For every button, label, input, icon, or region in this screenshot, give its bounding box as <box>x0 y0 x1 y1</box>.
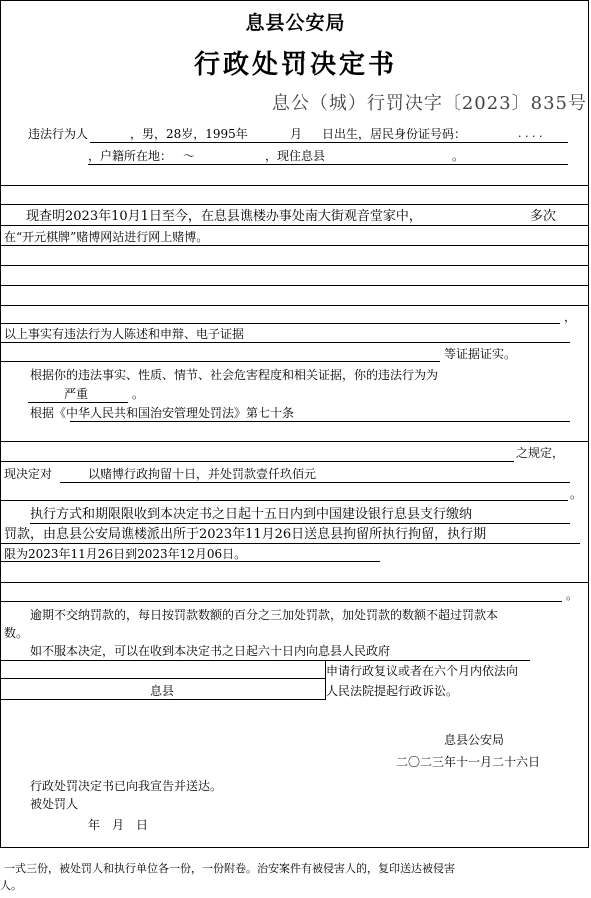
severity-value: 严重 <box>64 387 89 401</box>
execution-line-3: 限为2023年11月26日到2023年12月06日。 <box>4 547 247 561</box>
punished-person-label: 被处罚人 <box>30 797 79 811</box>
underline <box>0 561 380 562</box>
underline <box>70 421 570 422</box>
document-number: 息公（城）行罚决字〔2023〕835号 <box>271 93 587 114</box>
blank-line <box>0 582 589 583</box>
execution-period: 。 <box>566 588 579 602</box>
underline <box>28 402 128 403</box>
notice-line-5: 人民法院提起行政诉讼。 <box>326 684 459 698</box>
notice-line-4: 申请行政复议或者在六个月内依法向 <box>326 664 519 678</box>
offender-gender-age: ，男，28岁，1995年 <box>130 127 248 141</box>
evidence-line-3: 根据你的违法事实、性质、情节、社会危害程度和相关证据，你的违法行为为 <box>30 368 439 382</box>
footer-note-line-2: 人。 <box>0 879 22 892</box>
blank-line <box>0 204 589 205</box>
sign-date: 年 月 日 <box>88 818 149 832</box>
org-heading: 息县公安局 <box>245 12 346 34</box>
underline <box>0 678 325 679</box>
legal-basis: 根据《中华人民共和国治安管理处罚法》第七十条 <box>30 406 295 420</box>
blank-line <box>0 441 589 442</box>
decision-value: 以赌博行政拘留十日，并处罚款壹仟玖佰元 <box>88 467 317 481</box>
underline <box>0 225 589 226</box>
underline <box>90 142 568 143</box>
underline <box>88 164 568 165</box>
underline <box>60 482 570 483</box>
notice-line-2: 数。 <box>4 626 29 640</box>
document-title: 行政处罚决定书 <box>193 50 397 80</box>
underline <box>0 660 530 661</box>
birth-day-id-label: 日出生，居民身份证号码： <box>322 127 467 141</box>
evidence-line-1: 以上事实有违法行为人陈述和申辩、电子证据 <box>4 327 245 341</box>
residence-period: 。 <box>452 149 465 163</box>
delivery-statement: 行政处罚决定书已向我宣告并送达。 <box>30 779 223 793</box>
underline <box>30 523 570 524</box>
facts-line-2: 在“开元棋牌”赌博网站进行网上赌博。 <box>4 230 209 244</box>
blank-line <box>0 305 589 306</box>
id-number-masked: . . . . <box>518 127 543 140</box>
birth-month-label: 月 <box>290 127 303 141</box>
underline <box>0 245 589 246</box>
footer-note-line-1: 一式三份，被处罚人和执行单位各一份，一份附卷。治安案件有被侵害人的，复印送达被侵害 <box>4 862 455 875</box>
court-location: 息县 <box>150 684 175 698</box>
offender-label: 违法行为人 <box>28 127 89 141</box>
current-address-label: ，现住息县 <box>265 149 326 163</box>
underline <box>0 500 568 501</box>
residence-value: ～ <box>183 149 196 163</box>
facts-comma: ， <box>564 310 577 324</box>
divider <box>325 660 326 700</box>
residence-label: ，户籍所在地： <box>88 149 173 163</box>
blank-line <box>0 285 589 286</box>
facts-count: 多次 <box>530 209 557 224</box>
notice-line-1: 逾期不交纳罚款的，每日按罚款数额的百分之三加处罚款，加处罚款的数额不超过罚款本 <box>30 608 499 622</box>
facts-line-1: 现查明2023年10月1日至今，在息县谯楼办事处南大街观音堂家中， <box>26 209 422 224</box>
issuing-org: 息县公安局 <box>444 733 505 747</box>
execution-line-2: 罚款，由息县公安局谯楼派出所于2023年11月26日送息县拘留所执行拘留，执行期 <box>4 527 487 542</box>
evidence-line-2: 等证据证实。 <box>444 347 517 361</box>
underline <box>0 361 440 362</box>
blank-line <box>0 601 562 602</box>
severity-period: 。 <box>132 387 145 401</box>
execution-line-1: 执行方式和期限限收到本决定书之日起十五日内到中国建设银行息县支行缴纳 <box>30 507 473 522</box>
notice-line-3: 如不服本决定，可以在收到本决定书之日起六十日内向息县人民政府 <box>30 644 391 658</box>
underline <box>0 699 325 700</box>
blank-line <box>0 265 589 266</box>
decision-period: 。 <box>570 487 583 501</box>
blank-line <box>0 323 560 324</box>
underline <box>0 461 514 462</box>
provision-end: 之规定， <box>516 446 565 460</box>
decision-label: 现决定对 <box>4 467 53 481</box>
blank-line <box>0 185 589 186</box>
underline <box>0 342 570 343</box>
issue-date: 二〇二三年十一月二十六日 <box>396 755 541 769</box>
underline <box>0 543 580 544</box>
